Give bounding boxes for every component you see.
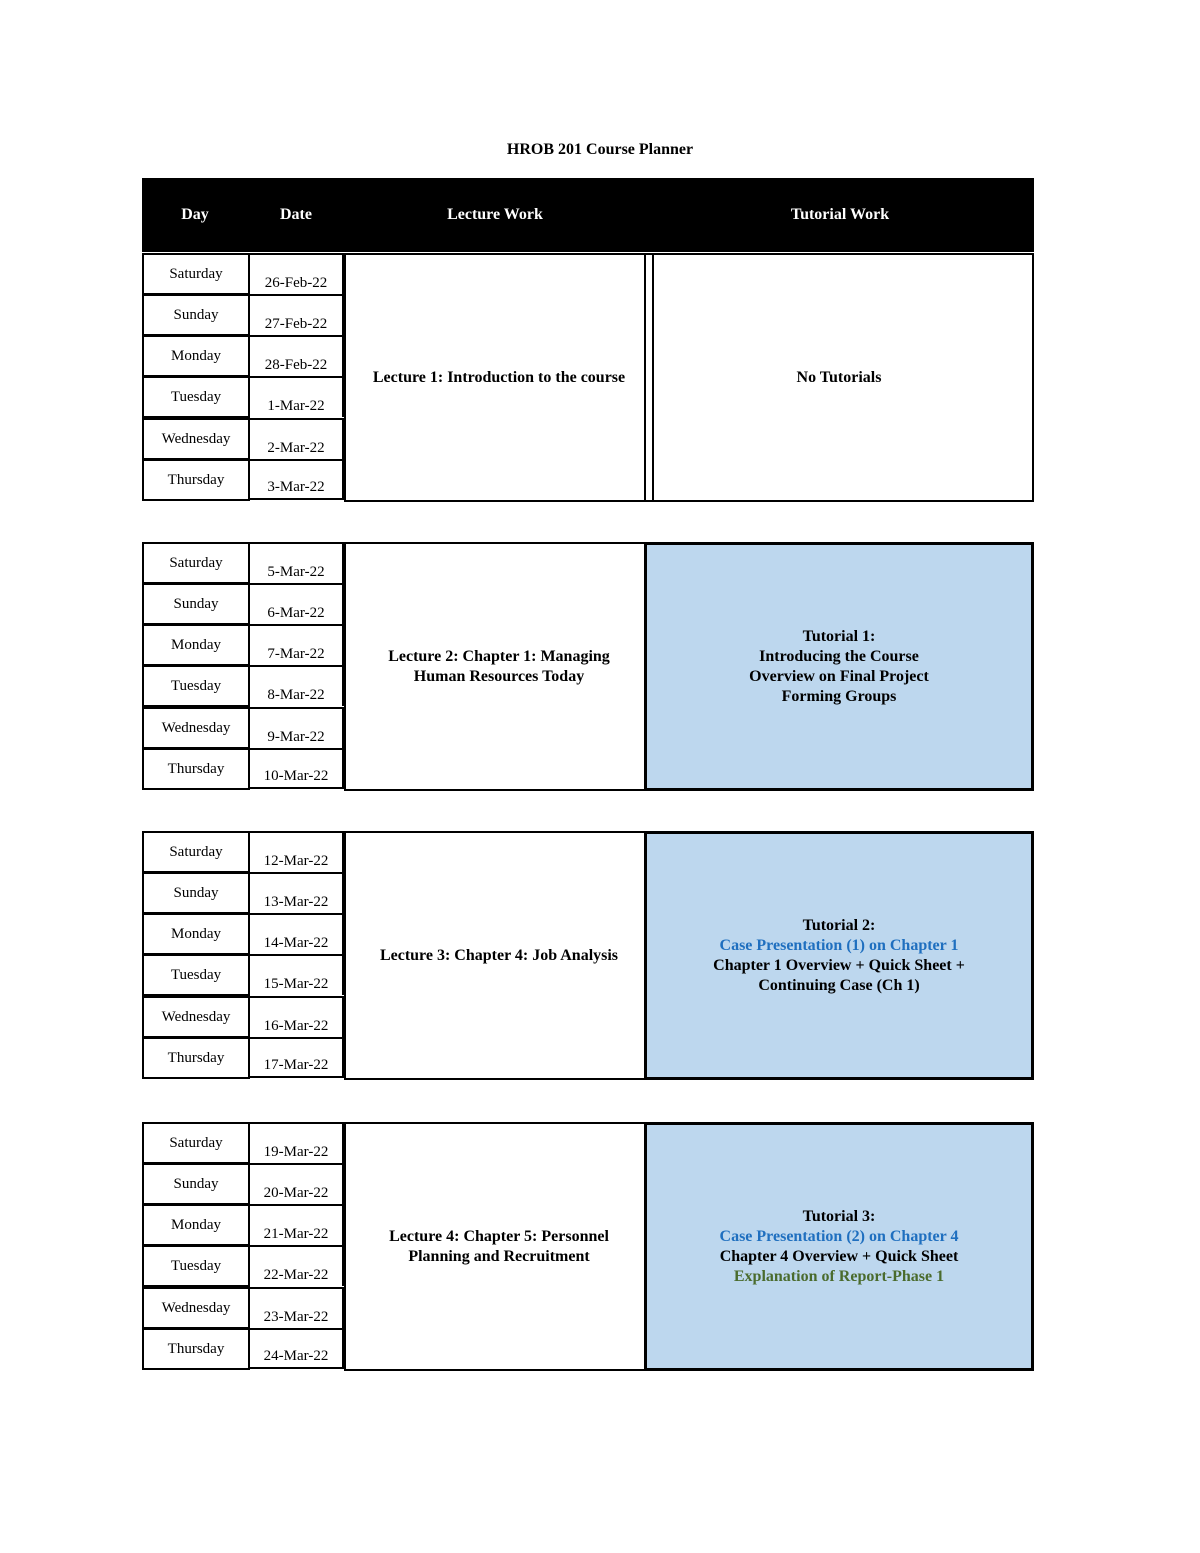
tutorial-line: Explanation of Report-Phase 1 xyxy=(733,1267,945,1285)
lecture-cell xyxy=(344,831,654,1080)
day-cell: Saturday xyxy=(142,831,250,873)
date-cell: 3-Mar-22 xyxy=(248,459,344,500)
day-column xyxy=(142,253,248,502)
header-tutorial-work: Tutorial Work xyxy=(790,206,890,223)
date-cell: 10-Mar-22 xyxy=(248,748,344,789)
tutorial-line: Continuing Case (Ch 1) xyxy=(758,976,920,994)
day-cell: Tuesday xyxy=(142,376,250,418)
header-day: Day xyxy=(181,206,209,223)
table-header xyxy=(142,178,1034,252)
lecture-line: Planning and Recruitment xyxy=(408,1247,590,1265)
week-block xyxy=(142,253,1034,502)
tutorial-cell xyxy=(644,542,1034,791)
date-cell: 9-Mar-22 xyxy=(248,707,344,748)
date-cell: 24-Mar-22 xyxy=(248,1328,344,1369)
date-cell: 20-Mar-22 xyxy=(248,1163,344,1204)
date-cell: 12-Mar-22 xyxy=(248,831,344,872)
date-cell: 16-Mar-22 xyxy=(248,996,344,1037)
date-column xyxy=(248,253,344,502)
tutorial-line: No Tutorials xyxy=(796,368,882,386)
day-cell: Monday xyxy=(142,624,250,666)
tutorial-line: Introducing the Course xyxy=(759,647,919,665)
date-cell: 5-Mar-22 xyxy=(248,542,344,583)
date-cell: 15-Mar-22 xyxy=(248,954,344,995)
day-cell: Wednesday xyxy=(142,996,250,1038)
day-cell: Sunday xyxy=(142,1163,250,1205)
day-cell: Monday xyxy=(142,1204,250,1246)
day-cell: Saturday xyxy=(142,1122,250,1164)
tutorial-cell xyxy=(644,1122,1034,1371)
date-cell: 22-Mar-22 xyxy=(248,1245,344,1286)
day-cell: Saturday xyxy=(142,253,250,295)
header-lecture-work: Lecture Work xyxy=(447,206,543,223)
day-cell: Tuesday xyxy=(142,1245,250,1287)
day-column xyxy=(142,542,248,791)
day-cell: Wednesday xyxy=(142,707,250,749)
tutorial-line: Case Presentation (2) on Chapter 4 xyxy=(719,1227,959,1245)
week-block xyxy=(142,1122,1034,1371)
tutorial-line: Overview on Final Project xyxy=(749,667,929,685)
lecture-line: Lecture 1: Introduction to the course xyxy=(372,368,626,386)
date-cell: 27-Feb-22 xyxy=(248,294,344,335)
day-cell: Wednesday xyxy=(142,1287,250,1329)
day-cell: Thursday xyxy=(142,1037,250,1079)
date-cell: 1-Mar-22 xyxy=(248,376,344,417)
tutorial-line: Tutorial 1: xyxy=(802,627,876,645)
day-cell: Tuesday xyxy=(142,954,250,996)
date-cell: 6-Mar-22 xyxy=(248,583,344,624)
lecture-cell xyxy=(344,253,654,502)
date-cell: 26-Feb-22 xyxy=(248,253,344,294)
day-cell: Saturday xyxy=(142,542,250,584)
date-cell: 13-Mar-22 xyxy=(248,872,344,913)
header-date: Date xyxy=(280,206,312,223)
page-title: HROB 201 Course Planner xyxy=(506,141,694,158)
day-cell: Thursday xyxy=(142,459,250,501)
lecture-line: Lecture 2: Chapter 1: Managing xyxy=(388,647,610,665)
tutorial-line: Case Presentation (1) on Chapter 1 xyxy=(719,936,959,954)
tutorial-cell xyxy=(644,831,1034,1080)
lecture-line: Lecture 3: Chapter 4: Job Analysis xyxy=(379,946,619,964)
date-cell: 21-Mar-22 xyxy=(248,1204,344,1245)
date-cell: 8-Mar-22 xyxy=(248,665,344,706)
tutorial-line: Chapter 4 Overview + Quick Sheet xyxy=(719,1247,959,1265)
day-cell: Sunday xyxy=(142,294,250,336)
tutorial-line: Chapter 1 Overview + Quick Sheet + xyxy=(713,956,965,974)
date-cell: 17-Mar-22 xyxy=(248,1037,344,1078)
tutorial-cell xyxy=(644,253,1034,502)
date-cell: 2-Mar-22 xyxy=(248,418,344,459)
date-column xyxy=(248,1122,344,1371)
date-cell: 14-Mar-22 xyxy=(248,913,344,954)
date-column xyxy=(248,542,344,791)
date-cell: 19-Mar-22 xyxy=(248,1122,344,1163)
day-cell: Sunday xyxy=(142,583,250,625)
day-cell: Sunday xyxy=(142,872,250,914)
tutorial-line: Tutorial 3: xyxy=(802,1207,876,1225)
lecture-cell xyxy=(344,1122,654,1371)
day-cell: Monday xyxy=(142,913,250,955)
tutorial-line: Tutorial 2: xyxy=(802,916,876,934)
date-column xyxy=(248,831,344,1080)
week-block xyxy=(142,542,1034,791)
date-cell: 7-Mar-22 xyxy=(248,624,344,665)
day-cell: Wednesday xyxy=(142,418,250,460)
day-cell: Thursday xyxy=(142,1328,250,1370)
date-cell: 28-Feb-22 xyxy=(248,335,344,376)
lecture-line: Lecture 4: Chapter 5: Personnel xyxy=(389,1227,609,1245)
day-column xyxy=(142,831,248,1080)
tutorial-line: Forming Groups xyxy=(781,687,897,705)
day-cell: Thursday xyxy=(142,748,250,790)
day-column xyxy=(142,1122,248,1371)
week-block xyxy=(142,831,1034,1080)
day-cell: Tuesday xyxy=(142,665,250,707)
lecture-line: Human Resources Today xyxy=(413,667,585,685)
day-cell: Monday xyxy=(142,335,250,377)
date-cell: 23-Mar-22 xyxy=(248,1287,344,1328)
lecture-cell xyxy=(344,542,654,791)
